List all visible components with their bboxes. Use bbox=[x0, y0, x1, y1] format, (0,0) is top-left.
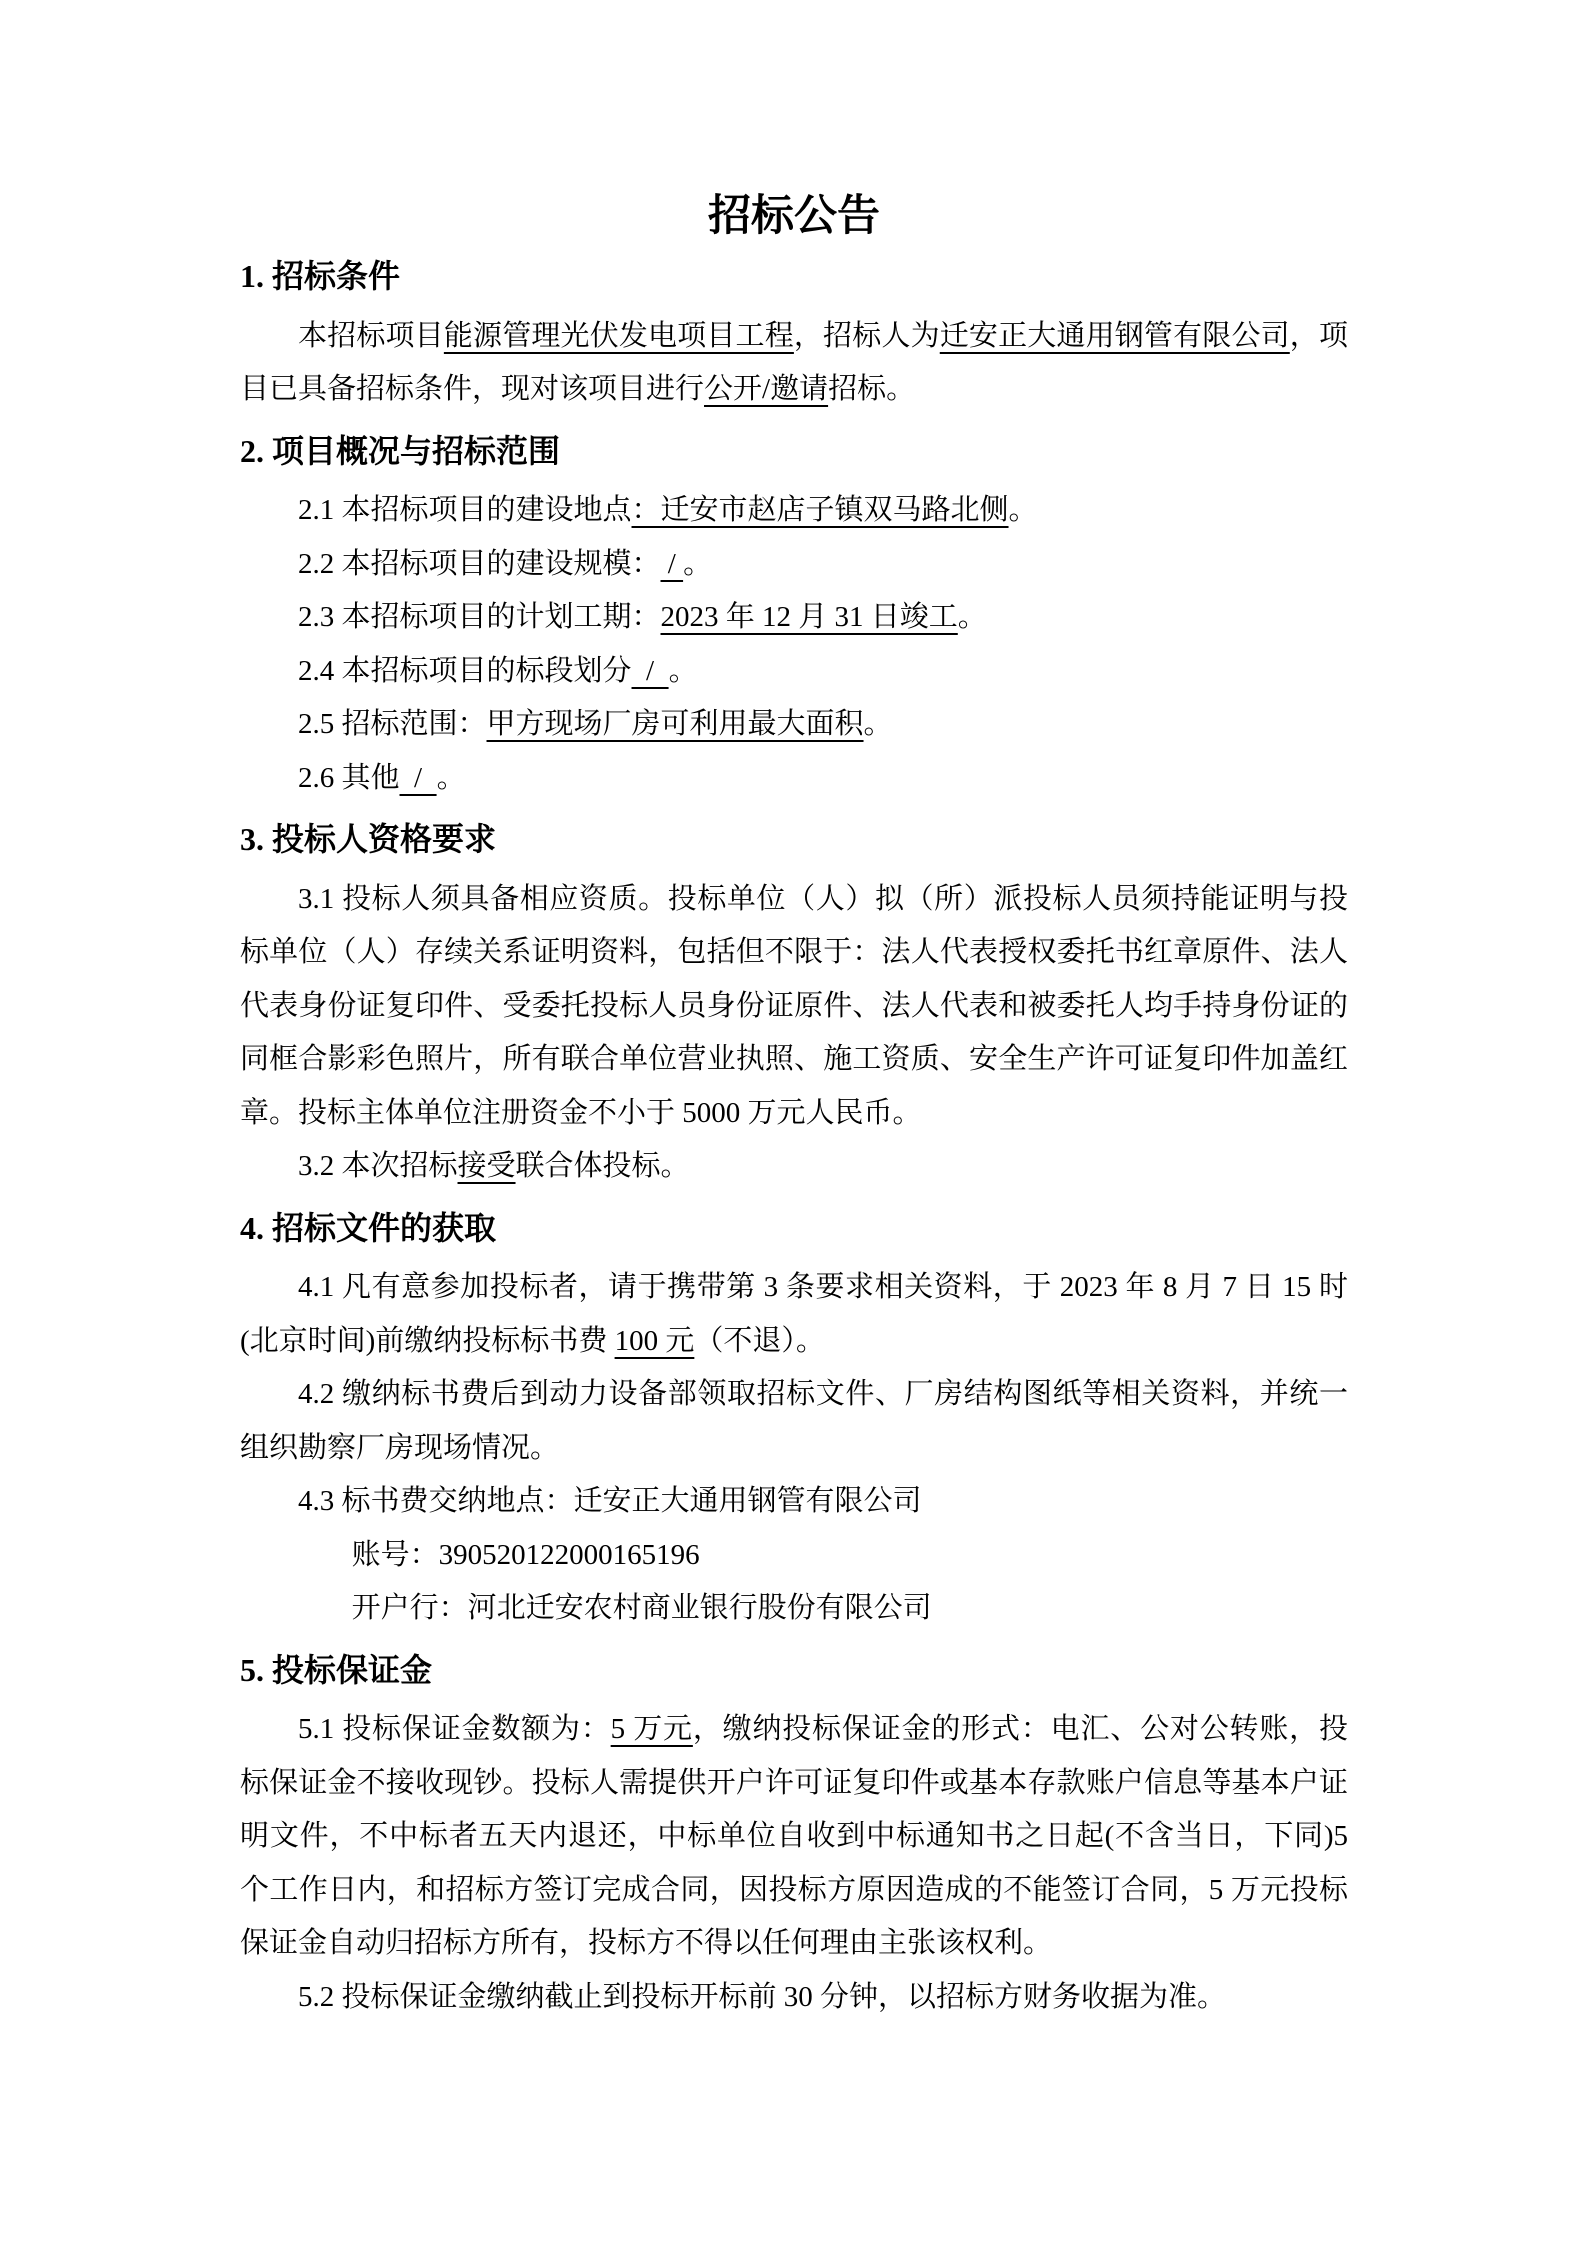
paragraph: 2.6 其他 / 。 bbox=[298, 761, 466, 794]
paragraph: 5.1 投标保证金数额为：5 万元，缴纳投标保证金的形式：电汇、公对公转账，投标保证金不接收现钞。投标人需提供开户许可证复印件或基本存款账户信息等基本户证明文件，不中标者五天内退还，中标单位自收到中标通知书之日起(不含当日，下同)5 个工作日内，和招标方签订完成合同，因投标方原因造成的不能签订合同，5 万元投标保证金自动归招标方所有，投标方不得以任何理由主张该权利。 bbox=[240, 1713, 1348, 1959]
paragraph: 3.1 投标人须具备相应资质。投标单位（人）拟（所）派投标人员须持能证明与投标单位（人）存续关系证明资料，包括但不限于：法人代表授权委托书红章原件、法人代表身份证复印件、受委托投标人员身份证原件、法人代表和被委托人均手持身份证的同框合影彩色照片，所有联合单位营业执照、施工资质、安全生产许可证复印件加盖红章。投标主体单位注册资金不小于 5000 万元人民币。 bbox=[240, 882, 1348, 1129]
paragraph: 4.3 标书费交纳地点：迁安正大通用钢管有限公司 bbox=[298, 1485, 922, 1517]
underlined-text: / bbox=[660, 547, 684, 580]
section-heading: 3. 投标人资格要求 bbox=[240, 821, 497, 857]
section-heading: 2. 项目概况与招标范围 bbox=[240, 432, 561, 469]
document-body bbox=[240, 250, 1348, 2024]
underlined-text: 甲方现场厂房可利用最大面积 bbox=[486, 708, 864, 740]
section-heading: 1. 招标条件 bbox=[240, 258, 401, 294]
underlined-text: ：迁安市赵店子镇双马路北侧 bbox=[631, 494, 1009, 526]
paragraph: 3.2 本次招标接受联合体投标。 bbox=[298, 1150, 690, 1182]
underlined-text: / bbox=[631, 654, 669, 687]
paragraph: 账号：390520122000165196 bbox=[351, 1538, 700, 1571]
paragraph: 4.1 凡有意参加投标者，请于携带第 3 条要求相关资料，于 2023 年 8 月 7 日 15 时(北京时间)前缴纳投标标书费 100 元（不退）。 bbox=[240, 1271, 1348, 1357]
section-heading: 5. 投标保证金 bbox=[240, 1651, 433, 1688]
paragraph: 2.1 本招标项目的建设地点：迁安市赵店子镇双马路北侧。 bbox=[298, 494, 1038, 526]
document-title: 招标公告 bbox=[708, 193, 880, 240]
underlined-text: 100 元 bbox=[614, 1324, 695, 1357]
paragraph: 开户行：河北迁安农村商业银行股份有限公司 bbox=[351, 1592, 932, 1624]
underlined-text: 能源管理光伏发电项目工程 bbox=[443, 319, 794, 352]
underlined-text: 5 万元 bbox=[610, 1713, 693, 1745]
paragraph: 4.2 缴纳标书费后到动力设备部领取招标文件、厂房结构图纸等相关资料，并统一组织勘察厂房现场情况。 bbox=[240, 1378, 1348, 1464]
paragraph: 5.2 投标保证金缴纳截止到投标开标前 30 分钟，以招标方财务收据为准。 bbox=[298, 1980, 1227, 2013]
section-heading: 4. 招标文件的获取 bbox=[240, 1209, 497, 1246]
underlined-text: 迁安正大通用钢管有限公司 bbox=[939, 319, 1290, 352]
underlined-text: 2023 年 12 月 31 日竣工 bbox=[660, 601, 958, 633]
paragraph: 本招标项目能源管理光伏发电项目工程，招标人为迁安正大通用钢管有限公司，项目已具备招标条件，现对该项目进行公开/邀请招标。 bbox=[240, 319, 1348, 405]
paragraph: 2.5 招标范围：甲方现场厂房可利用最大面积。 bbox=[298, 708, 893, 740]
underlined-text: / bbox=[399, 761, 437, 794]
paragraph: 2.4 本招标项目的标段划分 / 。 bbox=[298, 654, 698, 687]
paragraph: 2.2 本招标项目的建设规模： / 。 bbox=[298, 547, 713, 580]
paragraph: 2.3 本招标项目的计划工期：2023 年 12 月 31 日竣工。 bbox=[298, 601, 987, 633]
underlined-text: 接受 bbox=[457, 1150, 516, 1182]
underlined-text: 公开/邀请 bbox=[704, 373, 829, 405]
